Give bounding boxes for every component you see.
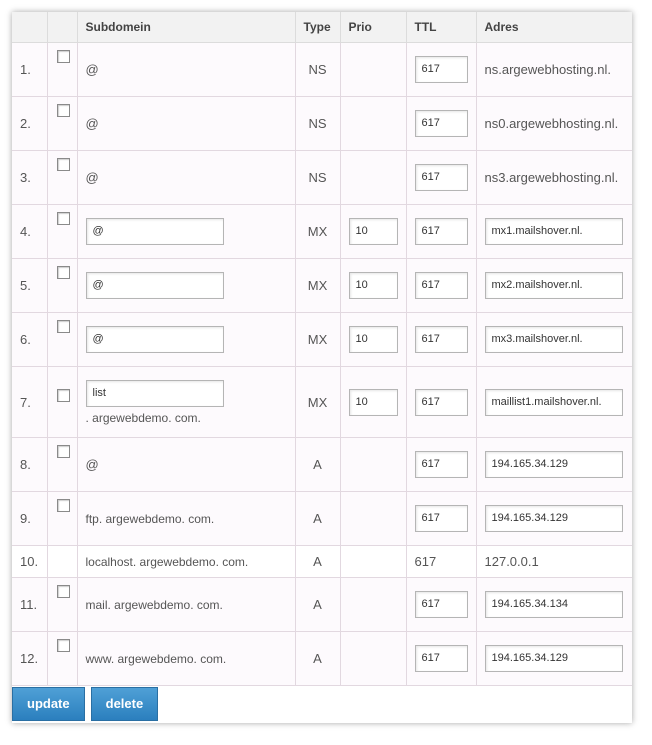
address-cell: [476, 259, 632, 313]
row-select-cell: [47, 97, 77, 151]
subdomain-cell: [77, 546, 295, 578]
address-input[interactable]: 194.165.34.129: [485, 505, 623, 532]
ttl-input[interactable]: 617: [415, 389, 468, 416]
ttl-cell: [406, 205, 476, 259]
prio-cell: [340, 367, 406, 438]
type-cell: MX: [295, 367, 340, 438]
address-cell: ns.argewebhosting.nl.: [476, 43, 632, 97]
address-cell: ns0.argewebhosting.nl.: [476, 97, 632, 151]
row-number: 12.: [12, 632, 47, 686]
type-cell: A: [295, 492, 340, 546]
type-cell: A: [295, 546, 340, 578]
address-input[interactable]: mx2.mailshover.nl.: [485, 272, 623, 299]
ttl-cell: [406, 632, 476, 686]
row-select-cell: [47, 313, 77, 367]
type-cell: A: [295, 578, 340, 632]
row-checkbox[interactable]: [57, 639, 70, 652]
ttl-input[interactable]: 617: [415, 326, 468, 353]
table-row: [12, 632, 632, 686]
row-select-cell: [47, 151, 77, 205]
table-row: [12, 259, 632, 313]
prio-cell: [340, 313, 406, 367]
address-input[interactable]: 194.165.34.129: [485, 645, 623, 672]
type-cell: NS: [295, 151, 340, 205]
table-row: [12, 43, 632, 97]
row-number: 11.: [12, 578, 47, 632]
ttl-input[interactable]: 617: [415, 218, 468, 245]
delete-button[interactable]: delete: [91, 687, 159, 721]
subdomain-cell: [77, 43, 295, 97]
subdomain-cell: [77, 259, 295, 313]
ttl-cell: [406, 438, 476, 492]
header-prio: Prio: [340, 12, 406, 43]
row-number: 5.: [12, 259, 47, 313]
row-checkbox[interactable]: [57, 320, 70, 333]
row-select-cell: [47, 492, 77, 546]
prio-cell: [340, 205, 406, 259]
subdomain-cell: [77, 578, 295, 632]
subdomain-text: @: [85, 62, 99, 77]
ttl-cell: [406, 151, 476, 205]
address-cell: [476, 313, 632, 367]
row-select-cell: [47, 632, 77, 686]
row-select-cell: [47, 259, 77, 313]
row-number: 7.: [12, 367, 47, 438]
prio-input[interactable]: 10: [349, 218, 398, 245]
table-row: [12, 313, 632, 367]
row-number: 1.: [12, 43, 47, 97]
header-number: [12, 12, 47, 43]
row-select-cell: [47, 546, 77, 578]
subdomain-text: @: [85, 457, 99, 472]
address-cell: [476, 578, 632, 632]
address-cell: ns3.argewebhosting.nl.: [476, 151, 632, 205]
action-buttons: [12, 687, 158, 721]
row-number: 4.: [12, 205, 47, 259]
type-cell: MX: [295, 313, 340, 367]
prio-cell: [340, 492, 406, 546]
prio-cell: [340, 43, 406, 97]
row-checkbox[interactable]: [57, 212, 70, 225]
row-number: 2.: [12, 97, 47, 151]
subdomain-cell: [77, 205, 295, 259]
subdomain-text: ftp. argewebdemo. com.: [85, 512, 215, 526]
address-cell: [476, 205, 632, 259]
domain-suffix: . argewebdemo. com.: [85, 410, 201, 425]
header-subdomain: Subdomein: [77, 12, 295, 43]
subdomain-cell: [77, 151, 295, 205]
table-row: [12, 438, 632, 492]
prio-cell: [340, 438, 406, 492]
header-select: [47, 12, 77, 43]
prio-cell: [340, 632, 406, 686]
ttl-input[interactable]: 617: [415, 110, 468, 137]
ttl-cell: [406, 367, 476, 438]
address-cell: [476, 632, 632, 686]
type-cell: MX: [295, 259, 340, 313]
table-row: [12, 97, 632, 151]
subdomain-cell: [77, 313, 295, 367]
row-select-cell: [47, 578, 77, 632]
address-input[interactable]: 194.165.34.129: [485, 451, 623, 478]
prio-input[interactable]: 10: [349, 326, 398, 353]
ttl-input[interactable]: 617: [415, 164, 468, 191]
row-select-cell: [47, 367, 77, 438]
subdomain-input[interactable]: list: [86, 380, 224, 407]
table-row: [12, 367, 632, 438]
prio-cell: [340, 546, 406, 578]
row-checkbox[interactable]: [57, 499, 70, 512]
subdomain-text: localhost. argewebdemo. com.: [85, 555, 249, 569]
subdomain-cell: [77, 97, 295, 151]
ttl-cell: [406, 313, 476, 367]
ttl-cell: [406, 492, 476, 546]
row-checkbox[interactable]: [57, 50, 70, 63]
prio-input[interactable]: 10: [349, 272, 398, 299]
dns-records-panel: [12, 12, 632, 723]
ttl-cell: [406, 578, 476, 632]
ttl-input[interactable]: 617: [415, 591, 468, 618]
subdomain-cell: [77, 492, 295, 546]
address-cell: [476, 492, 632, 546]
ttl-cell: [406, 43, 476, 97]
table-row: [12, 578, 632, 632]
type-cell: MX: [295, 205, 340, 259]
row-number: 9.: [12, 492, 47, 546]
prio-cell: [340, 97, 406, 151]
prio-cell: [340, 259, 406, 313]
type-cell: NS: [295, 97, 340, 151]
prio-cell: [340, 151, 406, 205]
row-checkbox[interactable]: [57, 445, 70, 458]
row-checkbox[interactable]: [57, 104, 70, 117]
row-checkbox[interactable]: [57, 158, 70, 171]
dns-records-table: [12, 12, 632, 686]
address-cell: 127.0.0.1: [476, 546, 632, 578]
table-header-row: [12, 12, 632, 43]
header-type: Type: [295, 12, 340, 43]
ttl-input[interactable]: 617: [415, 645, 468, 672]
address-cell: [476, 438, 632, 492]
subdomain-text: www. argewebdemo. com.: [85, 652, 227, 666]
subdomain-text: mail. argewebdemo. com.: [85, 598, 223, 612]
address-input[interactable]: mx3.mailshover.nl.: [485, 326, 623, 353]
ttl-cell: 617: [406, 546, 476, 578]
address-input[interactable]: 194.165.34.134: [485, 591, 623, 618]
row-select-cell: [47, 205, 77, 259]
type-cell: A: [295, 632, 340, 686]
type-cell: NS: [295, 43, 340, 97]
ttl-input[interactable]: 617: [415, 451, 468, 478]
subdomain-text: @: [85, 116, 99, 131]
table-row: [12, 151, 632, 205]
type-cell: A: [295, 438, 340, 492]
table-row: [12, 546, 632, 578]
row-number: 8.: [12, 438, 47, 492]
prio-cell: [340, 578, 406, 632]
subdomain-cell: [77, 632, 295, 686]
row-select-cell: [47, 438, 77, 492]
ttl-input[interactable]: 617: [415, 505, 468, 532]
address-cell: [476, 367, 632, 438]
row-number: 3.: [12, 151, 47, 205]
row-checkbox[interactable]: [57, 389, 70, 402]
row-checkbox[interactable]: [57, 585, 70, 598]
table-row: [12, 492, 632, 546]
ttl-cell: [406, 97, 476, 151]
update-button[interactable]: update: [12, 687, 85, 721]
subdomain-cell: [77, 438, 295, 492]
subdomain-input[interactable]: @: [86, 326, 224, 353]
header-address: Adres: [476, 12, 632, 43]
subdomain-cell: [77, 367, 295, 438]
row-number: 10.: [12, 546, 47, 578]
subdomain-text: @: [85, 170, 99, 185]
address-input[interactable]: mx1.mailshover.nl.: [485, 218, 623, 245]
table-row: [12, 205, 632, 259]
prio-input[interactable]: 10: [349, 389, 398, 416]
ttl-input[interactable]: 617: [415, 56, 468, 83]
row-number: 6.: [12, 313, 47, 367]
row-select-cell: [47, 43, 77, 97]
ttl-cell: [406, 259, 476, 313]
address-input[interactable]: maillist1.mailshover.nl.: [485, 389, 623, 416]
ttl-input[interactable]: 617: [415, 272, 468, 299]
subdomain-input[interactable]: @: [86, 218, 224, 245]
row-checkbox[interactable]: [57, 266, 70, 279]
header-ttl: TTL: [406, 12, 476, 43]
subdomain-input[interactable]: @: [86, 272, 224, 299]
